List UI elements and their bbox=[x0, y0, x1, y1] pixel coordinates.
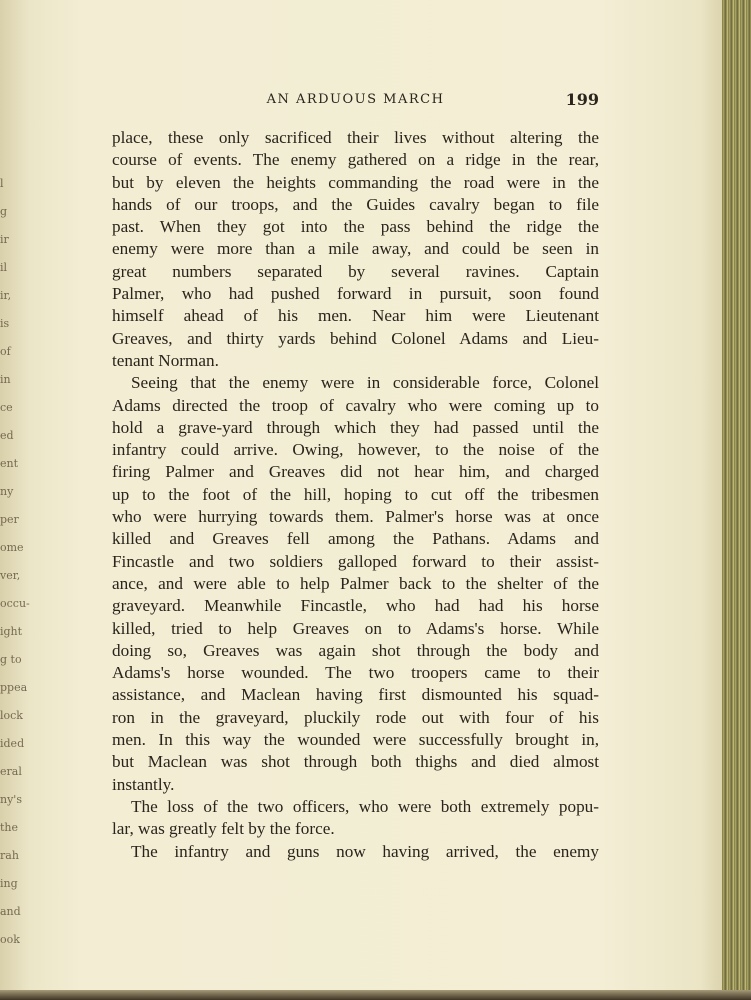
gutter-fragment: per bbox=[0, 513, 19, 526]
gutter-fragment: the bbox=[0, 821, 19, 834]
previous-page-gutter bbox=[0, 170, 30, 954]
gutter-fragment: ppea bbox=[0, 681, 28, 694]
text-line: instantly. bbox=[112, 774, 175, 794]
text-line: tenant Norman. bbox=[112, 350, 219, 370]
gutter-fragment: in bbox=[0, 373, 11, 386]
text-line: course of events. The enemy gathered on a ridge in the rear, bbox=[112, 150, 599, 170]
gutter-fragment: ir, bbox=[0, 289, 12, 302]
paragraph bbox=[112, 127, 599, 372]
gutter-fragment: ided bbox=[0, 737, 25, 750]
gutter-fragment: l bbox=[0, 177, 4, 190]
running-head: AN ARDUOUS MARCH bbox=[266, 92, 445, 107]
text-line: place, these only sacrificed their lives without altering the bbox=[112, 128, 599, 147]
body-text bbox=[112, 127, 599, 863]
text-line: Greaves, and thirty yards behind Colonel Adams and Lieu- bbox=[112, 328, 599, 348]
gutter-fragment: ome bbox=[0, 541, 24, 554]
text-line: The loss of the two officers, who were both extremely popu- bbox=[131, 796, 599, 816]
text-line: himself ahead of his men. Near him were Lieutenant bbox=[112, 306, 599, 326]
gutter-fragment: ed bbox=[0, 429, 14, 442]
gutter-fragment: g to bbox=[0, 653, 22, 666]
text-line: Seeing that the enemy were in considerable force, Colonel bbox=[131, 373, 599, 393]
text-line: killed, tried to help Greaves on to Adams's horse. While bbox=[112, 618, 599, 638]
text-line: Adams's horse wounded. The two troopers came to their bbox=[112, 663, 599, 683]
text-line: enemy were more than a mile away, and could be seen in bbox=[112, 239, 599, 259]
gutter-fragment: il bbox=[0, 261, 8, 274]
gutter-fragment: occu- bbox=[0, 597, 30, 610]
paragraph bbox=[112, 796, 599, 841]
text-line: Fincastle and two soldiers galloped forward to their assist- bbox=[112, 551, 599, 571]
text-line: but by eleven the heights commanding the road were in the bbox=[112, 172, 599, 192]
text-line: hold a grave-yard through which they had passed until the bbox=[112, 417, 599, 437]
gutter-fragment: of bbox=[0, 345, 11, 358]
text-line: great numbers separated by several ravines. Captain bbox=[112, 261, 599, 281]
gutter-fragment: ight bbox=[0, 625, 23, 638]
gutter-fragment: is bbox=[0, 317, 10, 330]
gutter-fragment: ny's bbox=[0, 793, 22, 806]
text-line: ance, and were able to help Palmer back to the shelter of the bbox=[112, 573, 599, 593]
text-line: men. In this way the wounded were successfully brought in, bbox=[112, 730, 599, 750]
text-line: ron in the graveyard, pluckily rode out with four of his bbox=[112, 707, 599, 727]
gutter-fragment: ce bbox=[0, 401, 13, 414]
gutter-fragment: ent bbox=[0, 457, 19, 470]
gutter-fragment: g bbox=[0, 205, 8, 218]
gutter-fragment: and bbox=[0, 905, 21, 918]
text-line: doing so, Greaves was again shot through the body and bbox=[112, 640, 599, 660]
text-line: assistance, and Maclean having first dismounted his squad- bbox=[112, 685, 599, 705]
paragraph bbox=[112, 841, 599, 863]
text-line: firing Palmer and Greaves did not hear him, and charged bbox=[112, 462, 599, 482]
page-header bbox=[112, 88, 599, 112]
text-line: graveyard. Meanwhile Fincastle, who had had his horse bbox=[112, 596, 599, 616]
text-line: up to the foot of the hill, hoping to cut off the tribesmen bbox=[112, 484, 599, 504]
text-line: infantry could arrive. Owing, however, to the noise of the bbox=[112, 440, 599, 460]
text-line: killed and Greaves fell among the Pathans. Adams and bbox=[112, 529, 599, 549]
gutter-fragment: ook bbox=[0, 933, 20, 946]
text-line: lar, was greatly felt by the force. bbox=[112, 819, 335, 839]
paragraph bbox=[112, 372, 599, 796]
gutter-fragment: eral bbox=[0, 765, 22, 778]
text-line: The infantry and guns now having arrived, the enemy bbox=[131, 841, 599, 861]
text-line: who were hurrying towards them. Palmer's horse was at once bbox=[112, 507, 599, 527]
gutter-fragment: lock bbox=[0, 709, 23, 722]
bottom-shadow bbox=[0, 990, 751, 1000]
gutter-fragment: ver, bbox=[0, 569, 21, 582]
gutter-fragment: ing bbox=[0, 877, 18, 890]
page-number: 199 bbox=[565, 90, 599, 109]
text-line: Adams directed the troop of cavalry who were coming up to bbox=[112, 395, 599, 415]
text-line: past. When they got into the pass behind the ridge the bbox=[112, 217, 599, 237]
text-line: hands of our troops, and the Guides cavalry began to file bbox=[112, 194, 599, 214]
gutter-fragment: ny bbox=[0, 485, 14, 498]
text-line: but Maclean was shot through both thighs and died almost bbox=[112, 752, 599, 772]
text-line: Palmer, who had pushed forward in pursuit, soon found bbox=[112, 284, 599, 304]
gutter-fragment: rah bbox=[0, 849, 19, 862]
page-edges bbox=[722, 0, 751, 1000]
gutter-fragment: ir bbox=[0, 233, 9, 246]
